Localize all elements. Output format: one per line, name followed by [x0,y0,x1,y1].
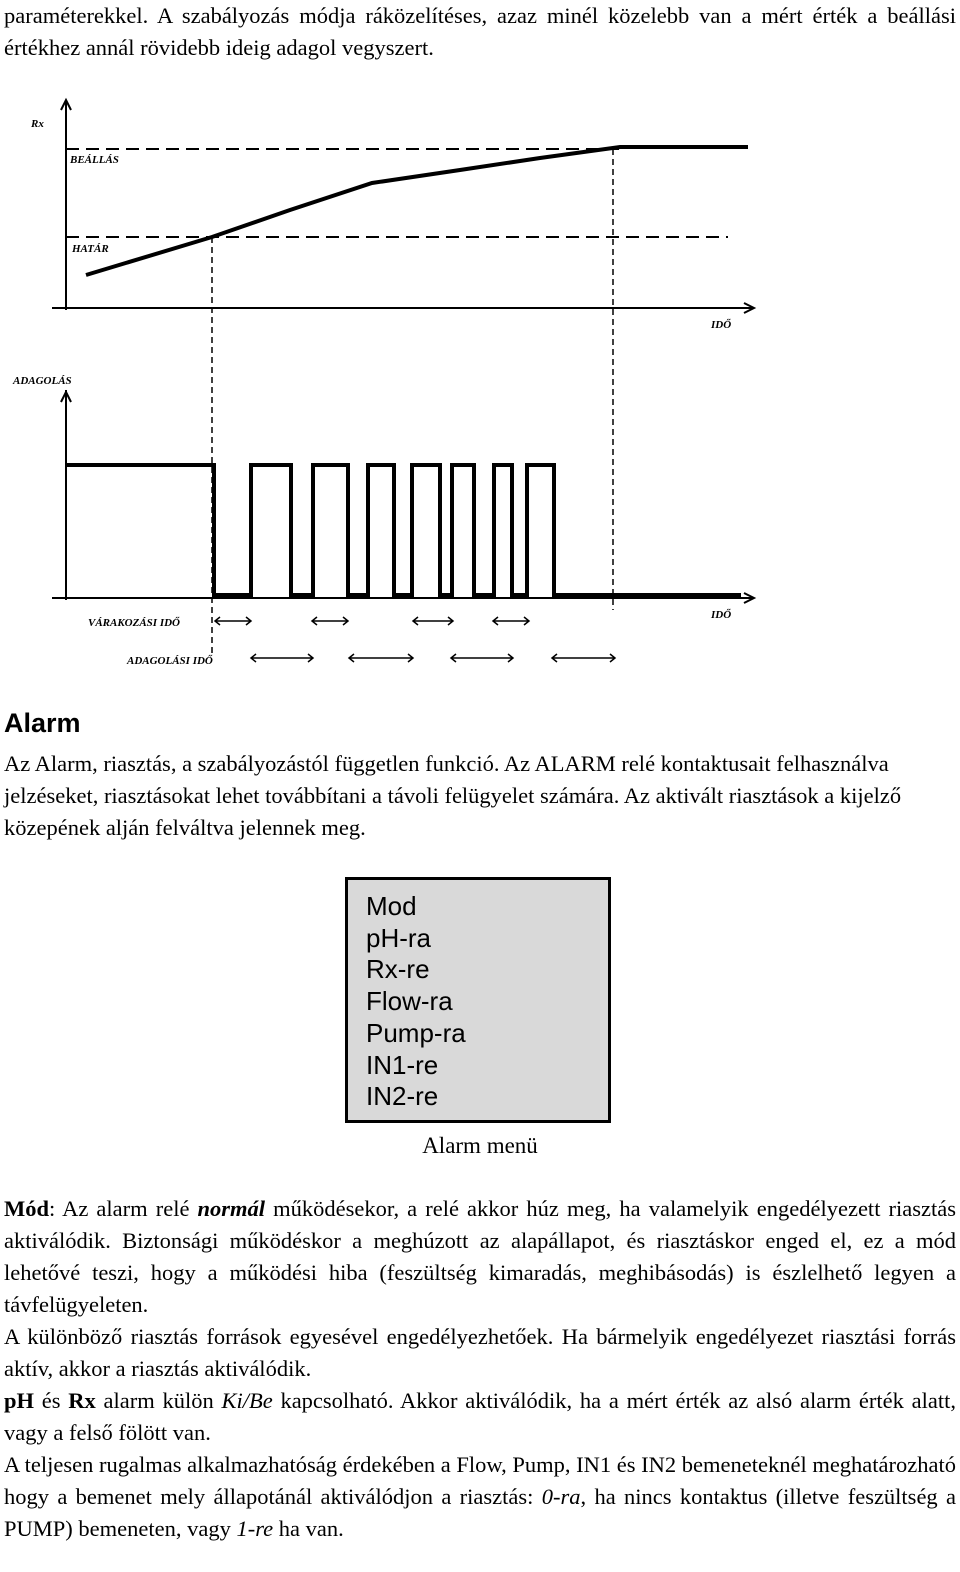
menu-item-flow: Flow-ra [366,986,453,1017]
wait-arrow-1 [215,617,251,625]
menu-item-mod: Mod [366,891,417,921]
dosing-time-label: ADAGOLÁSI IDŐ [127,655,213,667]
limit-label: HATÁR [72,243,109,255]
rx-x-label: IDŐ [711,319,732,331]
dosing-x-label: IDŐ [711,609,732,621]
intro-paragraph: paraméterekkel. A szabályozás módja ráközelítéses, azaz minél közelebb van a mért érték a beállási értékhez annál rövidebb ideig adagol vegyszert. [4,3,956,60]
dosing-arrow-3 [451,654,513,662]
dosing-arrow-1 [251,654,313,662]
setpoint-label: BEÁLLÁS [70,154,119,166]
mode-paragraph: Mód: Az alarm relé normál működésekor, a relé akkor húz meg, ha valamelyik engedélyezett riasztás aktiválódik. Biztonsági működéskor a meghúzott az alapállapot, és riasztáskor enged el, ez a mód lehetővé teszi, hogy a működési hiba (feszültség kimaradás, meghibásodás) is észlelhető legyen a távfelügyeleten. [4,1196,956,1317]
alarm-description: Az Alarm, riasztás, a szabályozástól független funkció. Az ALARM relé kontaktusait felhasználva jelzéseket, riasztásokat lehet továbbítani a távoli felügyelet számára. Az aktivált riasztások a kijelző közepének alján felváltva jelennek meg. [4,751,902,840]
alarm-body-text [4,1193,956,1545]
menu-item-in1: IN1-re [366,1049,439,1080]
wait-arrow-3 [413,617,453,625]
alarm-menu-box [345,877,611,1123]
normal-emphasis: normál [197,1196,266,1221]
sources-paragraph: A különböző riasztás források egyesével engedélyezhetőek. Ha bármelyik engedélyezet riasztási forrás aktív, akkor a riasztás aktiválódik. [4,1324,956,1381]
menu-item-in2: IN2-re [366,1081,439,1112]
measured-value-curve [86,147,748,275]
wait-time-label: VÁRAKOZÁSI IDŐ [88,617,181,629]
alarm-menu-list [366,891,466,1113]
ph-rx-paragraph: pH és Rx alarm külön Ki/Be kapcsolható. Akkor aktiválódik, ha a mért érték az alsó alarm érték alatt, vagy a felső fölött van. [4,1388,956,1445]
dosing-time-arrows [251,654,615,662]
rx-y-label: Rx [31,118,44,130]
wait-time-arrows [215,617,529,625]
menu-item-pump: Pump-ra [366,1017,466,1048]
menu-item-rx: Rx-re [366,954,430,985]
dosing-y-label: ADAGOLÁS [13,375,72,387]
dosing-diagram [0,90,960,680]
dosing-arrow-2 [349,654,413,662]
alarm-heading: Alarm [4,708,81,738]
alarm-menu-caption: Alarm menü [422,1133,538,1158]
wait-arrow-4 [493,617,529,625]
dosing-pulse-train [66,465,741,595]
dosing-arrow-4 [552,654,615,662]
menu-item-ph: pH-ra [366,922,432,953]
wait-arrow-2 [312,617,348,625]
mode-term: Mód [4,1196,49,1221]
inputs-paragraph: A teljesen rugalmas alkalmazhatóság érdekében a Flow, Pump, IN1 és IN2 bemeneteknél meghatározható hogy a bemenet mely állapotánál aktiválódjon a riasztás: 0-ra, ha nincs kontaktus (illetve feszültség a PUMP) bemeneten, vagy 1-re ha van. [4,1452,956,1541]
dosing-chart [12,375,754,667]
